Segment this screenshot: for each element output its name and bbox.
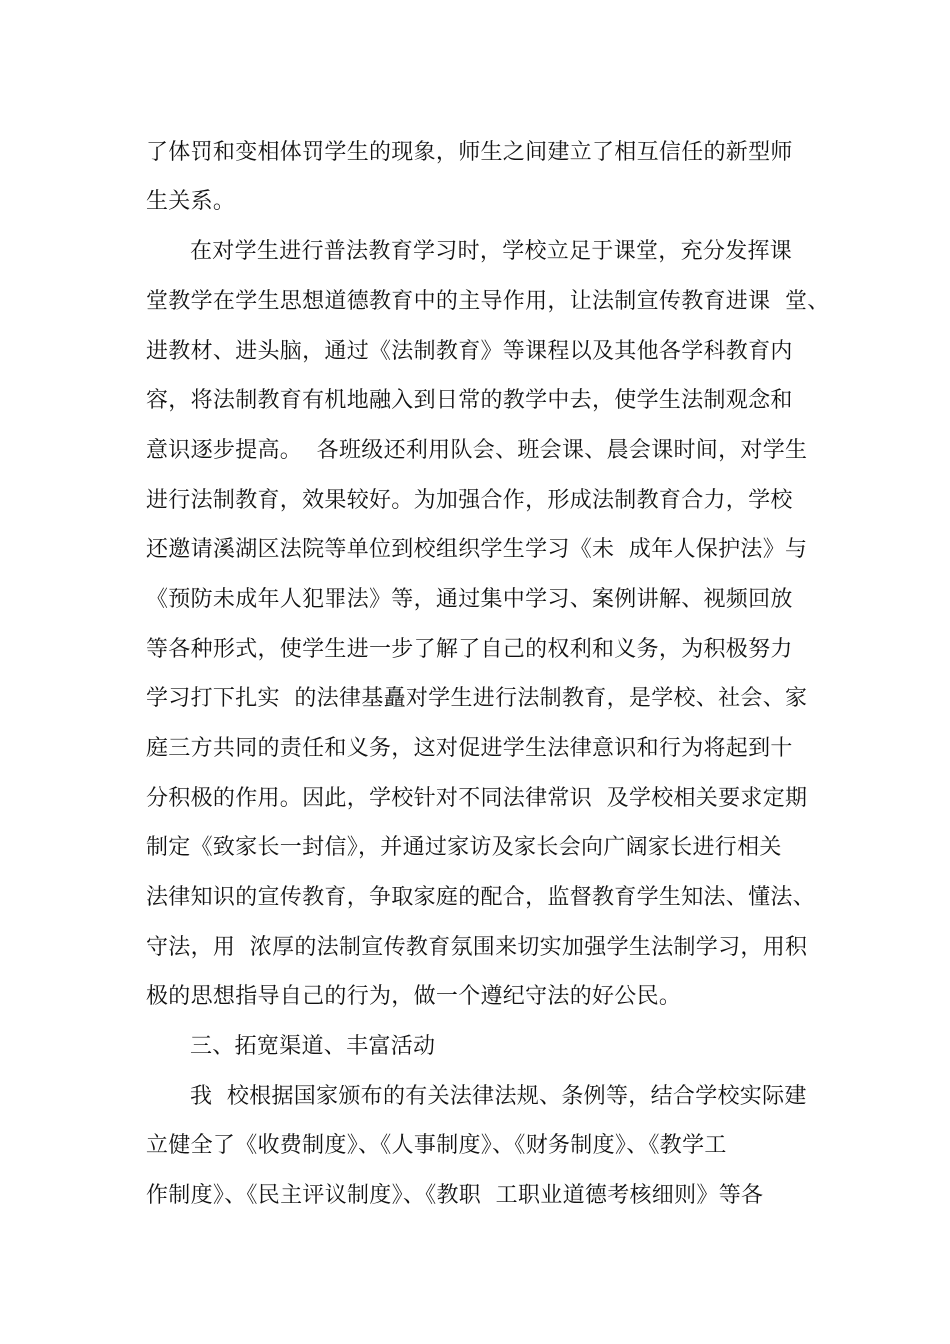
text-line: 容，将法制教育有机地融入到日常的教学中去，使学生法制观念和 bbox=[146, 388, 793, 413]
text-line: 还邀请溪湖区法院等单位到校组织学生学习《未 成年人保护法》与 bbox=[146, 537, 808, 562]
text-line: 法律知识的宣传教育，争取家庭的配合，监督教育学生知法、懂法、 bbox=[146, 885, 816, 910]
paragraph-start-line: 在对学生进行普法教育学习时，学校立足于课堂，充分发挥课 bbox=[190, 239, 793, 264]
text-line: 极的思想指导自己的行为，做一个遵纪守法的好公民。 bbox=[146, 984, 682, 1009]
text-line: 进教材、进头脑，通过《法制教育》等课程以及其他各学科教育内 bbox=[146, 339, 793, 364]
text-line: 堂教学在学生思想道德教育中的主导作用，让法制宣传教育进课 堂、 bbox=[146, 289, 830, 314]
text-line: 意识逐步提高。 各班级还利用队会、班会课、晨会课时间，对学生 bbox=[146, 438, 808, 463]
text-line: 作制度》、《民主评议制度》、《教职 工职业道德考核细则》等各 bbox=[146, 1183, 764, 1208]
text-line: 学习打下扎实 的法律基矗对学生进行法制教育，是学校、社会、家 bbox=[146, 686, 808, 711]
text-line: 庭三方共同的责任和义务，这对促进学生法律意识和行为将起到十 bbox=[146, 736, 793, 761]
text-line: 生关系。 bbox=[146, 189, 236, 214]
text-line: 等各种形式，使学生进一步了解了自己的权利和义务，为积极努力 bbox=[146, 637, 793, 662]
paragraph-start-line: 我 校根据国家颁布的有关法律法规、条例等，结合学校实际建 bbox=[190, 1084, 807, 1109]
text-line: 立健全了《收费制度》、《人事制度》、《财务制度》、《教学工 bbox=[146, 1133, 727, 1158]
text-line: 制定《致家长一封信》，并通过家访及家长会向广阔家长进行相关 bbox=[146, 835, 782, 860]
text-line: 了体罚和变相体罚学生的现象，师生之间建立了相互信任的新型师 bbox=[146, 140, 793, 165]
section-heading: 三、拓宽渠道、丰富活动 bbox=[190, 1034, 436, 1059]
text-line: 守法，用 浓厚的法制宣传教育氛围来切实加强学生法制学习，用积 bbox=[146, 935, 808, 960]
text-line: 《预防未成年人犯罪法》等，通过集中学习、案例讲解、视频回放 bbox=[146, 587, 793, 612]
text-line: 分积极的作用。因此，学校针对不同法律常识 及学校相关要求定期 bbox=[146, 786, 808, 811]
text-line: 进行法制教育，效果较好。为加强合作，形成法制教育合力，学校 bbox=[146, 488, 793, 513]
